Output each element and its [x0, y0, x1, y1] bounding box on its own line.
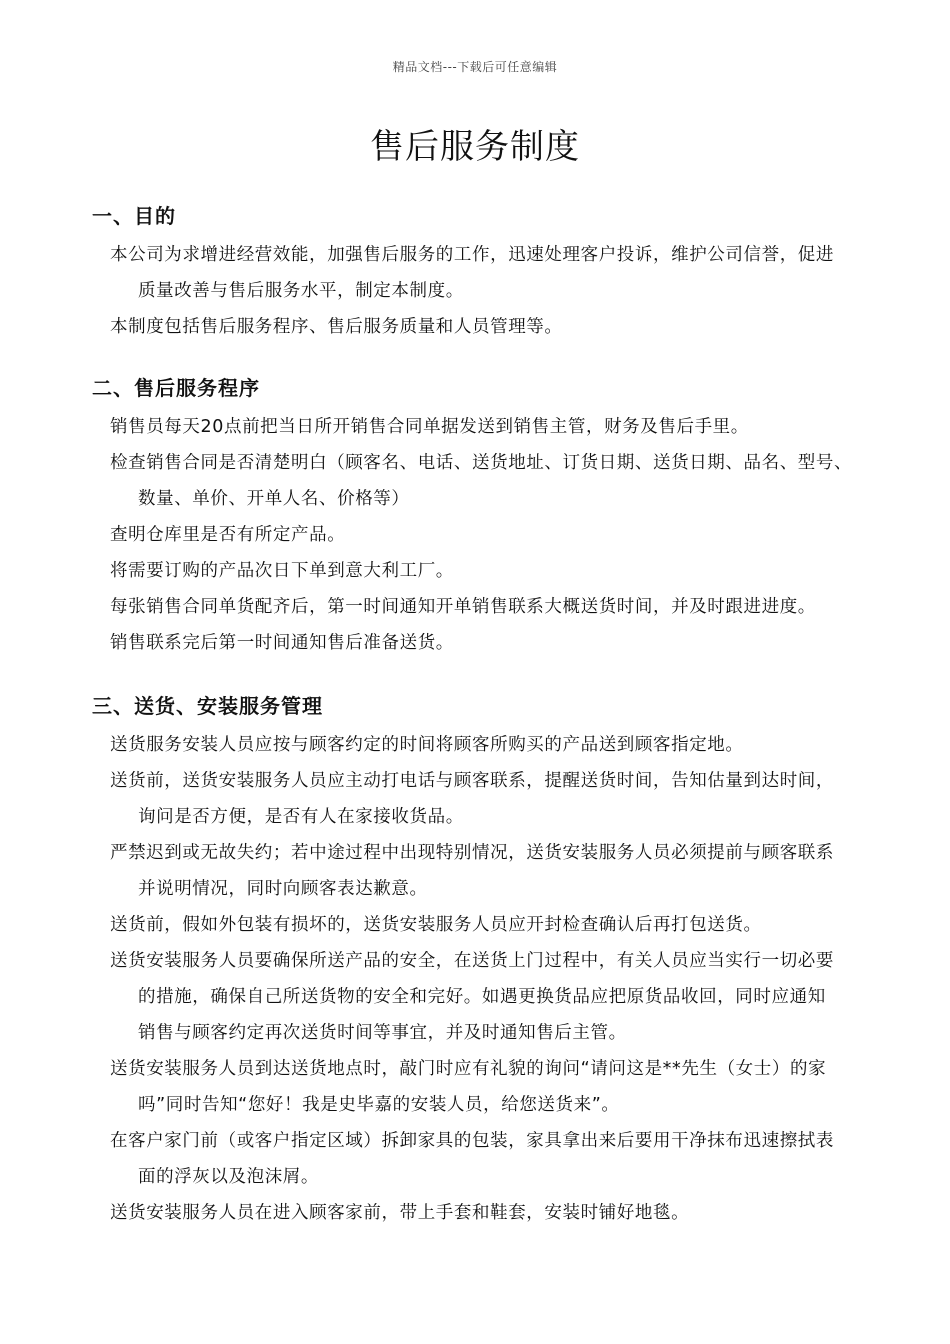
page-title: 售后服务制度 — [370, 126, 580, 167]
section-heading: 三、送货、安装服务管理 — [92, 694, 323, 718]
paragraph: 送货前，送货安装服务人员应主动打电话与顾客联系，提醒送货时间，告知估量到达时间， 询问是否方便，是否有人在家接收货品。 — [110, 771, 834, 827]
paragraph: 本公司为求增进经营效能，加强售后服务的工作，迅速处理客户投诉，维护公司信誉，促进 质量改善与售后服务水平，制定本制度。 — [110, 245, 834, 301]
paragraph: 查明仓库里是否有所定产品。 — [110, 525, 346, 545]
section-service-procedure — [92, 373, 912, 661]
section-heading: 一、目的 — [92, 204, 176, 228]
paragraph: 送货服务安装人员应按与顾客约定的时间将顾客所购买的产品送到顾客指定地。 — [110, 735, 744, 755]
paragraph: 本制度包括售后服务程序、售后服务质量和人员管理等。 — [110, 317, 563, 337]
paragraph: 在客户家门前（或客户指定区域）拆卸家具的包装，家具拿出来后要用干净抹布迅速擦拭表 面的浮灰以及泡沫屑。 — [110, 1131, 834, 1187]
paragraph: 送货安装服务人员在进入顾客家前，带上手套和鞋套，安装时铺好地毯。 — [110, 1203, 690, 1223]
paragraph: 销售联系完后第一时间通知售后准备送货。 — [110, 633, 454, 653]
paragraph: 送货安装服务人员要确保所送产品的安全，在送货上门过程中，有关人员应当实行一切必要 的措施，确保自己所送货物的安全和完好。如遇更换货品应把原货品收回，同时应通知 销售与顾客约定再次送货时间等事宜，并及时通知售后主管。 — [110, 951, 834, 1043]
paragraph: 将需要订购的产品次日下单到意大利工厂。 — [110, 561, 454, 581]
section-heading: 二、售后服务程序 — [92, 376, 260, 400]
header-watermark: 精品文档---下载后可任意编辑 — [392, 60, 558, 74]
paragraph: 每张销售合同单货配齐后，第一时间通知开单销售联系大概送货时间，并及时跟进进度。 — [110, 597, 816, 617]
paragraph: 送货前，假如外包装有损坏的，送货安装服务人员应开封检查确认后再打包送货。 — [110, 915, 762, 935]
paragraph: 销售员每天20点前把当日所开销售合同单据发送到销售主管，财务及售后手里。 — [110, 417, 749, 437]
section-purpose — [92, 201, 912, 345]
paragraph: 严禁迟到或无故失约；若中途过程中出现特别情况，送货安装服务人员必须提前与顾客联系 并说明情况，同时向顾客表达歉意。 — [110, 843, 834, 899]
section-delivery-installation — [92, 691, 912, 1231]
paragraph: 送货安装服务人员到达送货地点时，敲门时应有礼貌的询问“请问这是**先生（女士）的家 吗”同时告知“您好！我是史毕嘉的安装人员，给您送货来”。 — [110, 1059, 827, 1115]
paragraph: 检查销售合同是否清楚明白（顾客名、电话、送货地址、订货日期、送货日期、品名、型号、 数量、单价、开单人名、价格等） — [110, 453, 853, 509]
